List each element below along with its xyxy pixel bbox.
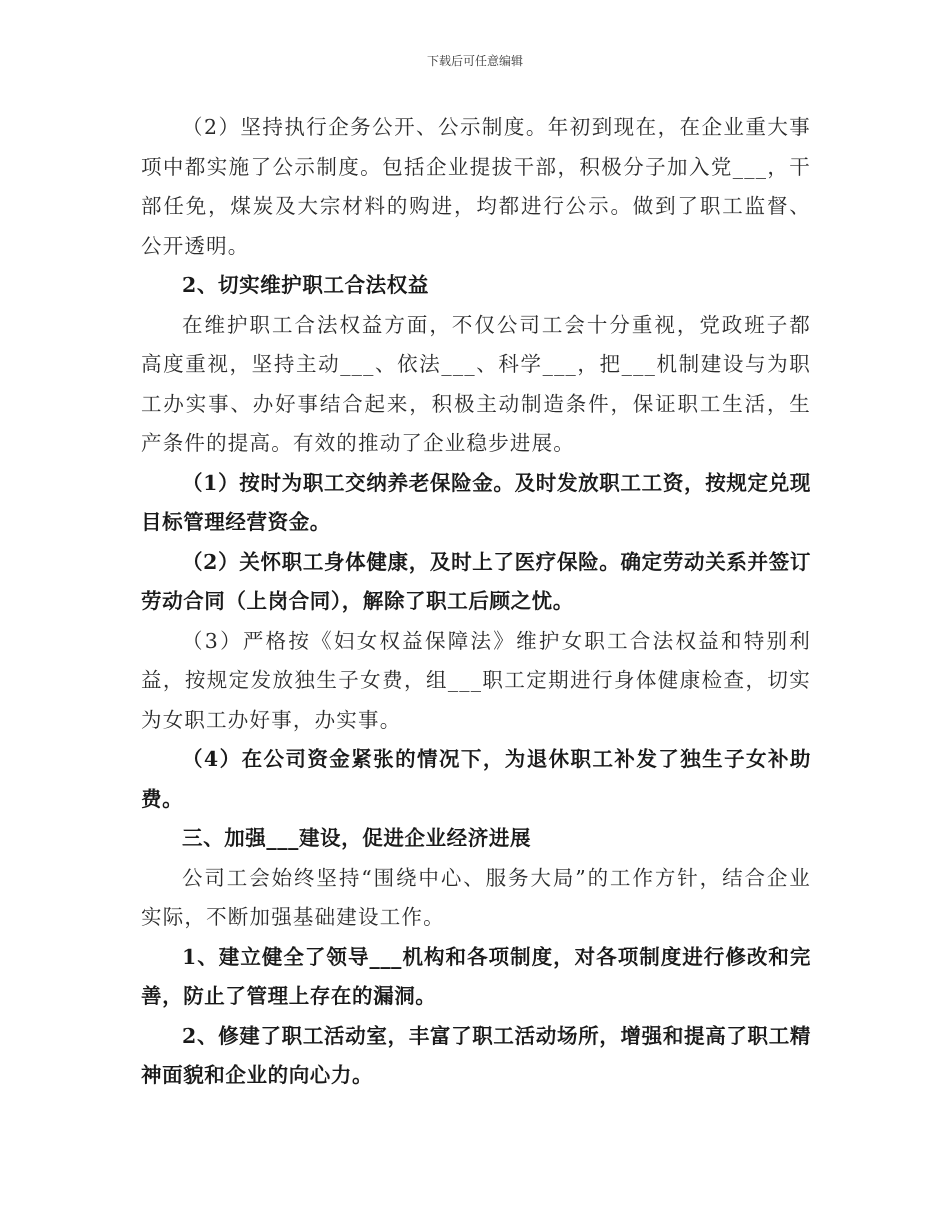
heading-protect-rights: 2、切实维护职工合法权益: [182, 273, 429, 297]
document-body: [141, 108, 811, 1096]
heading-strengthen-construction: 三、加强___建设，促进企业经济进展: [182, 826, 532, 850]
paragraph-work-policy: 公司工会始终坚持“围绕中心、服务大局”的工作方针，结合企业实际，不断加强基础建设工作。: [141, 865, 811, 929]
paragraph-retiree-subsidy: （4）在公司资金紧张的情况下，为退休职工补发了独生子女补助费。: [141, 747, 811, 811]
paragraph-medical-insurance: （2）关怀职工身体健康，及时上了医疗保险。确定劳动关系并签订劳动合同（上岗合同），解除了职工后顾之忧。: [141, 549, 811, 613]
paragraph-rights-overview: 在维护职工合法权益方面，不仅公司工会十分重视，党政班子都高度重视，坚持主动___、依法___、科学___，把___机制建设与为职工办实事、办好事结合起来，积极主动制造条件，保证职工生活，生产条件的提高。有效的推动了企业稳步进展。: [141, 312, 811, 455]
paragraph-women-rights: （3）严格按《妇女权益保障法》维护女职工合法权益和特别利益，按规定发放独生子女费，组___职工定期进行身体健康检查，切实为女职工办好事，办实事。: [141, 628, 811, 732]
paragraph-leadership-system: 1、建立健全了领导___机构和各项制度，对各项制度进行修改和完善，防止了管理上存在的漏洞。: [141, 944, 811, 1008]
paragraph-pension-insurance: （1）按时为职工交纳养老保险金。及时发放职工工资，按规定兑现目标管理经营资金。: [141, 470, 811, 534]
paragraph-activity-room: 2、修建了职工活动室，丰富了职工活动场所，增强和提高了职工精神面貌和企业的向心力。: [141, 1023, 811, 1087]
paragraph-disclosure-system: （2）坚持执行企务公开、公示制度。年初到现在，在企业重大事项中都实施了公示制度。包括企业提拔干部，积极分子加入党___，干部任免，煤炭及大宗材料的购进，均都进行公示。做到了职工监督、公开透明。: [141, 115, 811, 258]
page-header: 下载后可任意编辑: [426, 54, 523, 68]
